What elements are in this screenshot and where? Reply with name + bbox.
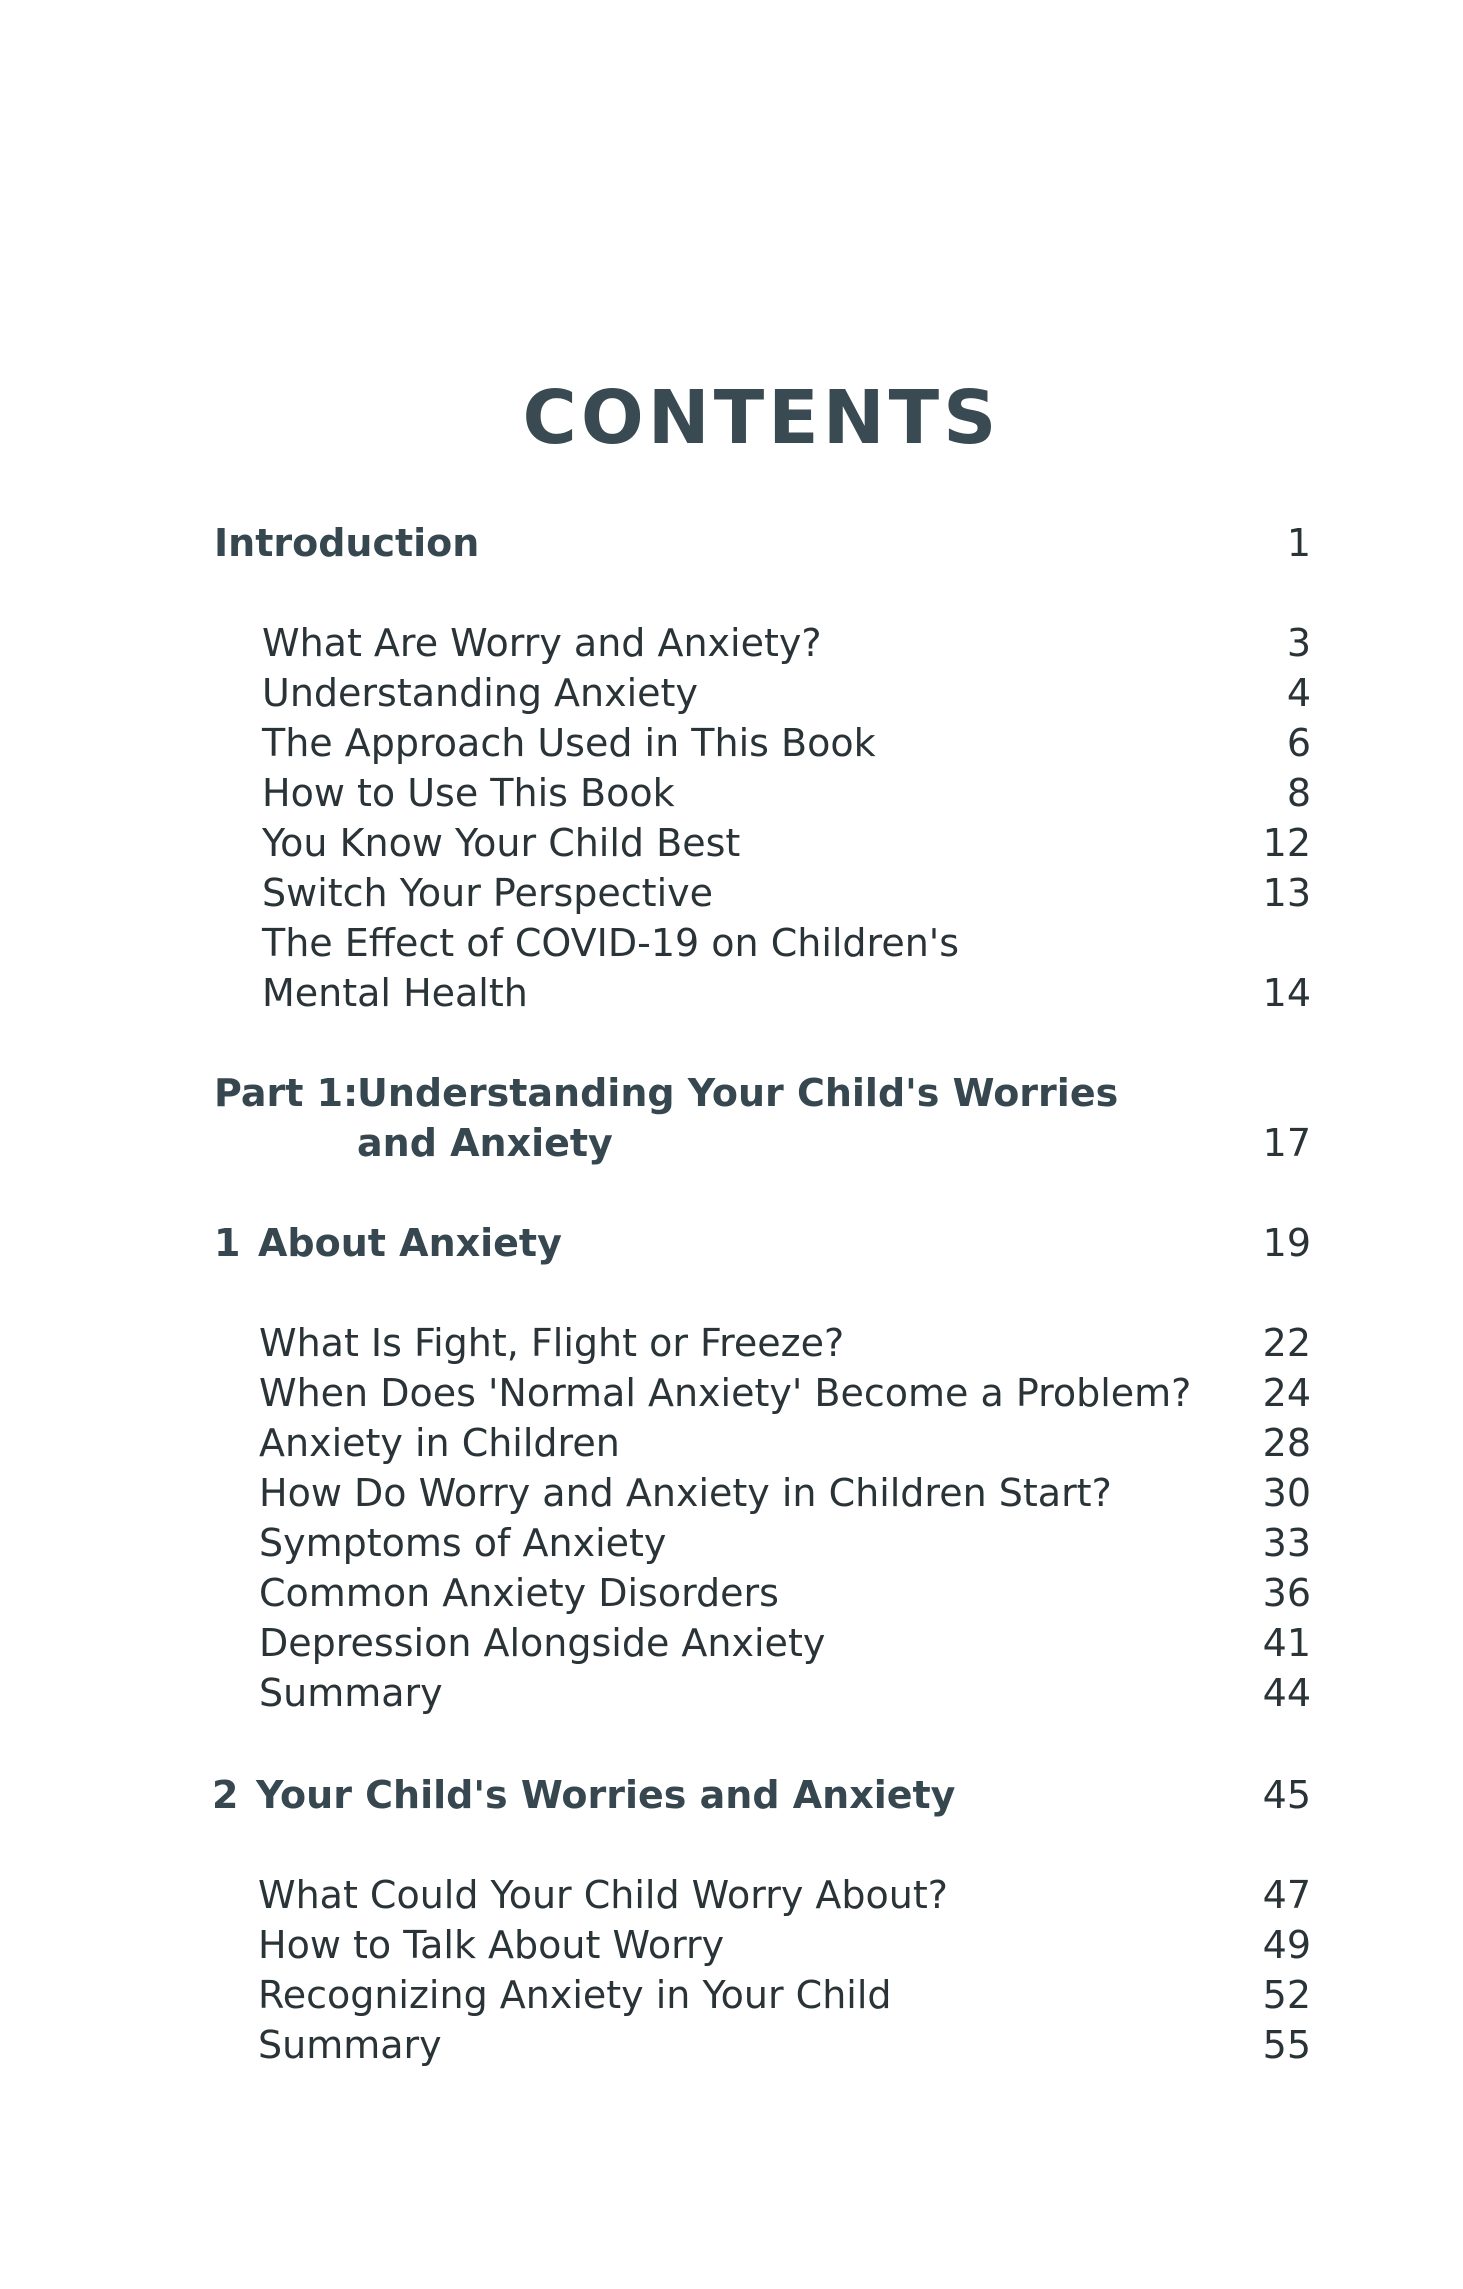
toc-entry[interactable]: [0, 668, 1463, 718]
toc-entry-label-line1: The Effect of COVID-19 on Children's: [262, 921, 960, 965]
toc-entry-page: 14: [1262, 971, 1311, 1015]
toc-entry[interactable]: [0, 1618, 1463, 1668]
toc-entry-label: Symptoms of Anxiety: [259, 1521, 667, 1565]
toc-entry-page: 55: [1262, 2023, 1311, 2067]
toc-entry[interactable]: [0, 618, 1463, 668]
toc-entry-label: Recognizing Anxiety in Your Child: [258, 1973, 892, 2017]
toc-entry-label: The Approach Used in This Book: [262, 721, 876, 765]
part-title-line2: and Anxiety: [357, 1121, 613, 1165]
chapter-title: Your Child's Worries and Anxiety: [256, 1773, 956, 1817]
toc-entry-label: Summary: [259, 1671, 443, 1715]
chapter-number: 2: [212, 1773, 239, 1817]
chapter-title: About Anxiety: [258, 1221, 562, 1265]
toc-entry-label: How Do Worry and Anxiety in Children Start?: [259, 1471, 1112, 1515]
toc-entry[interactable]: [0, 718, 1463, 768]
toc-entry-label: Anxiety in Children: [259, 1421, 620, 1465]
toc-entry-page: 47: [1262, 1873, 1311, 1917]
toc-entry[interactable]: [0, 1418, 1463, 1468]
chapter-number: 1: [214, 1221, 241, 1265]
toc-entry-page: 8: [1286, 771, 1311, 815]
toc-entry-page: 28: [1262, 1421, 1311, 1465]
toc-entry-label: What Could Your Child Worry About?: [258, 1873, 948, 1917]
toc-entry-label: What Are Worry and Anxiety?: [262, 621, 822, 665]
toc-entry[interactable]: [0, 1568, 1463, 1618]
toc-entry-page: 17: [1262, 1121, 1311, 1165]
toc-entry-label: You Know Your Child Best: [262, 821, 741, 865]
toc-entry-page: 44: [1262, 1671, 1311, 1715]
toc-entry[interactable]: [0, 868, 1463, 918]
toc-entry-label: Understanding Anxiety: [262, 671, 698, 715]
toc-entry-label: Switch Your Perspective: [262, 871, 713, 915]
toc-entry-page: 36: [1262, 1571, 1311, 1615]
toc-entry-page: 12: [1262, 821, 1311, 865]
toc-entry-page: 45: [1262, 1773, 1311, 1817]
toc-entry[interactable]: [0, 1920, 1463, 1970]
toc-entry-label: What Is Fight, Flight or Freeze?: [259, 1321, 845, 1365]
toc-entry-label: When Does 'Normal Anxiety' Become a Problem?: [259, 1371, 1192, 1415]
toc-entry-continuation[interactable]: [0, 968, 1463, 1018]
toc-entry[interactable]: [0, 818, 1463, 868]
toc-entry[interactable]: [0, 1318, 1463, 1368]
page-title: CONTENTS: [522, 375, 1001, 461]
toc-part-heading-continuation[interactable]: [0, 1118, 1463, 1168]
toc-entry[interactable]: [0, 918, 1463, 968]
toc-entry-page: 33: [1262, 1521, 1311, 1565]
toc-entry-label: Introduction: [214, 521, 480, 565]
toc-entry-page: 41: [1262, 1621, 1311, 1665]
toc-entry-page: 1: [1286, 521, 1311, 565]
toc-entry-label: How to Use This Book: [262, 771, 675, 815]
toc-entry[interactable]: [0, 1468, 1463, 1518]
toc-entry[interactable]: [0, 1368, 1463, 1418]
toc-entry-page: 4: [1286, 671, 1311, 715]
toc-entry-page: 19: [1262, 1221, 1311, 1265]
toc-entry-label: Depression Alongside Anxiety: [259, 1621, 826, 1665]
toc-entry-label: Common Anxiety Disorders: [259, 1571, 779, 1615]
toc-entry-page: 3: [1286, 621, 1311, 665]
toc-entry-label: How to Talk About Worry: [258, 1923, 725, 1967]
toc-entry[interactable]: [0, 1870, 1463, 1920]
toc-chapter-2[interactable]: [0, 1770, 1463, 1820]
toc-entry-page: 24: [1262, 1371, 1311, 1415]
part-title-line1: Understanding Your Child's Worries: [357, 1071, 1119, 1115]
toc-part-heading[interactable]: [0, 1068, 1463, 1118]
toc-entry[interactable]: [0, 2020, 1463, 2070]
toc-entry-page: 6: [1286, 721, 1311, 765]
toc-entry-page: 22: [1262, 1321, 1311, 1365]
toc-entry[interactable]: [0, 1970, 1463, 2020]
toc-chapter-1[interactable]: [0, 1218, 1463, 1268]
toc-entry-page: 49: [1262, 1923, 1311, 1967]
toc-entry-label-line2: Mental Health: [262, 971, 528, 1015]
toc-entry[interactable]: [0, 1518, 1463, 1568]
toc-entry-label: Summary: [258, 2023, 442, 2067]
toc-entry[interactable]: [0, 1668, 1463, 1718]
toc-entry-page: 30: [1262, 1471, 1311, 1515]
toc-entry[interactable]: [0, 768, 1463, 818]
toc-entry-page: 13: [1262, 871, 1311, 915]
toc-entry-introduction[interactable]: [0, 518, 1463, 568]
toc-entry-page: 52: [1262, 1973, 1311, 2017]
part-prefix: Part 1:: [214, 1071, 359, 1115]
